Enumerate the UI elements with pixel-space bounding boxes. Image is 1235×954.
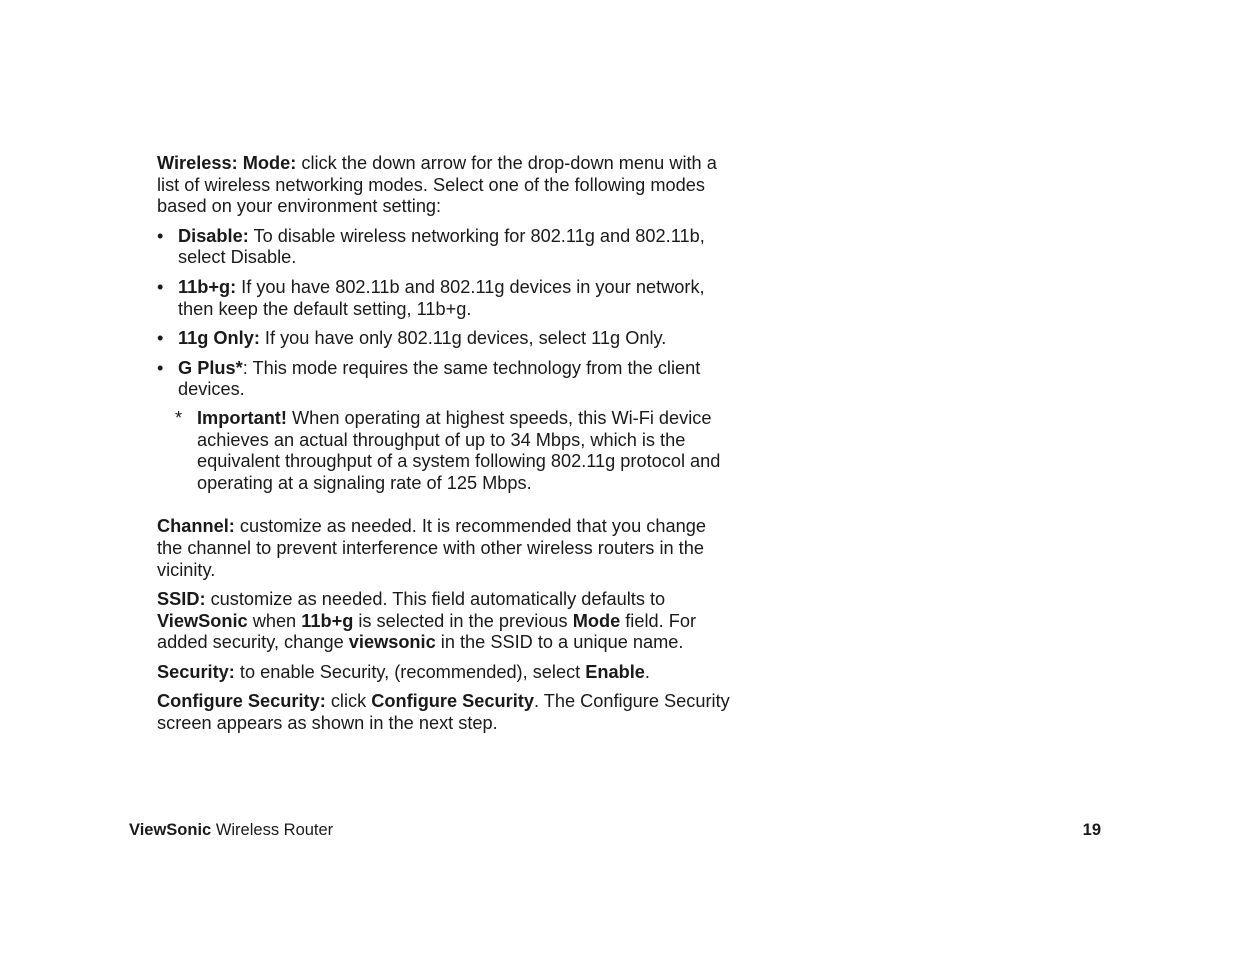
security-text: to enable Security, (recommended), select	[234, 661, 586, 682]
bullet-icon: •	[157, 357, 164, 378]
ssid-default-name: viewsonic	[348, 632, 436, 653]
bullet-icon: •	[157, 328, 164, 349]
ssid-label: SSID:	[157, 589, 206, 610]
asterisk-icon: *	[175, 407, 183, 428]
footer-product-name: Wireless Router	[211, 821, 334, 839]
channel-label: Channel:	[157, 516, 235, 537]
configure-security-text: . The Configure Security screen appears as shown in the next step.	[157, 691, 730, 734]
mode-list	[157, 226, 732, 401]
wireless-mode-text: click the down arrow for the drop-down menu with a list of wireless networking modes. Select one of the following modes based on your environment setting:	[157, 153, 717, 217]
list-item	[157, 226, 732, 269]
manual-body	[157, 153, 732, 743]
mode-text: : This mode requires the same technology from the client devices.	[178, 357, 701, 400]
channel-text: customize as needed. It is recommended that you change the channel to prevent interference with other wireless routers in the vicinity.	[157, 516, 706, 580]
mode-label: Disable:	[178, 225, 249, 246]
page-number: 19	[1082, 821, 1101, 839]
footer-brand: ViewSonic	[129, 821, 212, 839]
important-label: Important!	[197, 407, 287, 428]
security-text: .	[644, 661, 650, 682]
configure-security-text: click	[325, 691, 372, 712]
ssid-paragraph	[157, 589, 732, 654]
wireless-mode-label: Wireless: Mode:	[157, 153, 297, 173]
security-label: Security:	[157, 661, 235, 682]
configure-security-paragraph	[157, 691, 732, 734]
wireless-mode-paragraph	[157, 153, 732, 218]
ssid-text: field. For added security, change	[157, 610, 697, 653]
list-item	[157, 277, 732, 320]
mode-label: 11b+g:	[178, 276, 237, 297]
mode-text: To disable wireless networking for 802.11g and 802.11b, select Disable.	[178, 225, 705, 268]
mode-text: If you have 802.11b and 802.11g devices in your network, then keep the default setting, 11b+g.	[178, 276, 705, 319]
ssid-mode-value: 11b+g	[301, 610, 354, 631]
important-text: When operating at highest speeds, this Wi-Fi device achieves an actual throughput of up to 34 Mbps, which is the equivalent throughput of a system following 802.11g protocol and operating at a signaling rate of 125 Mbps.	[197, 407, 721, 493]
ssid-default-value: ViewSonic	[157, 610, 248, 631]
ssid-text: in the SSID to a unique name.	[435, 632, 684, 653]
footer-product	[129, 820, 333, 840]
ssid-text: when	[247, 610, 302, 631]
ssid-text: customize as needed. This field automatically defaults to	[205, 589, 666, 610]
list-item	[157, 358, 732, 401]
mode-text: If you have only 802.11g devices, select 11g Only.	[259, 328, 667, 349]
ssid-text: is selected in the previous	[353, 610, 573, 631]
list-item	[157, 328, 732, 350]
mode-label: G Plus*	[178, 357, 243, 378]
channel-paragraph	[157, 516, 732, 581]
configure-security-button-name: Configure Security	[371, 691, 534, 712]
ssid-mode-field: Mode	[572, 610, 621, 631]
security-paragraph	[157, 662, 732, 684]
important-note	[157, 408, 732, 494]
security-enable-value: Enable	[585, 661, 645, 682]
configure-security-label: Configure Security:	[157, 691, 326, 712]
bullet-icon: •	[157, 225, 164, 246]
mode-label: 11g Only:	[178, 328, 260, 349]
bullet-icon: •	[157, 276, 164, 297]
